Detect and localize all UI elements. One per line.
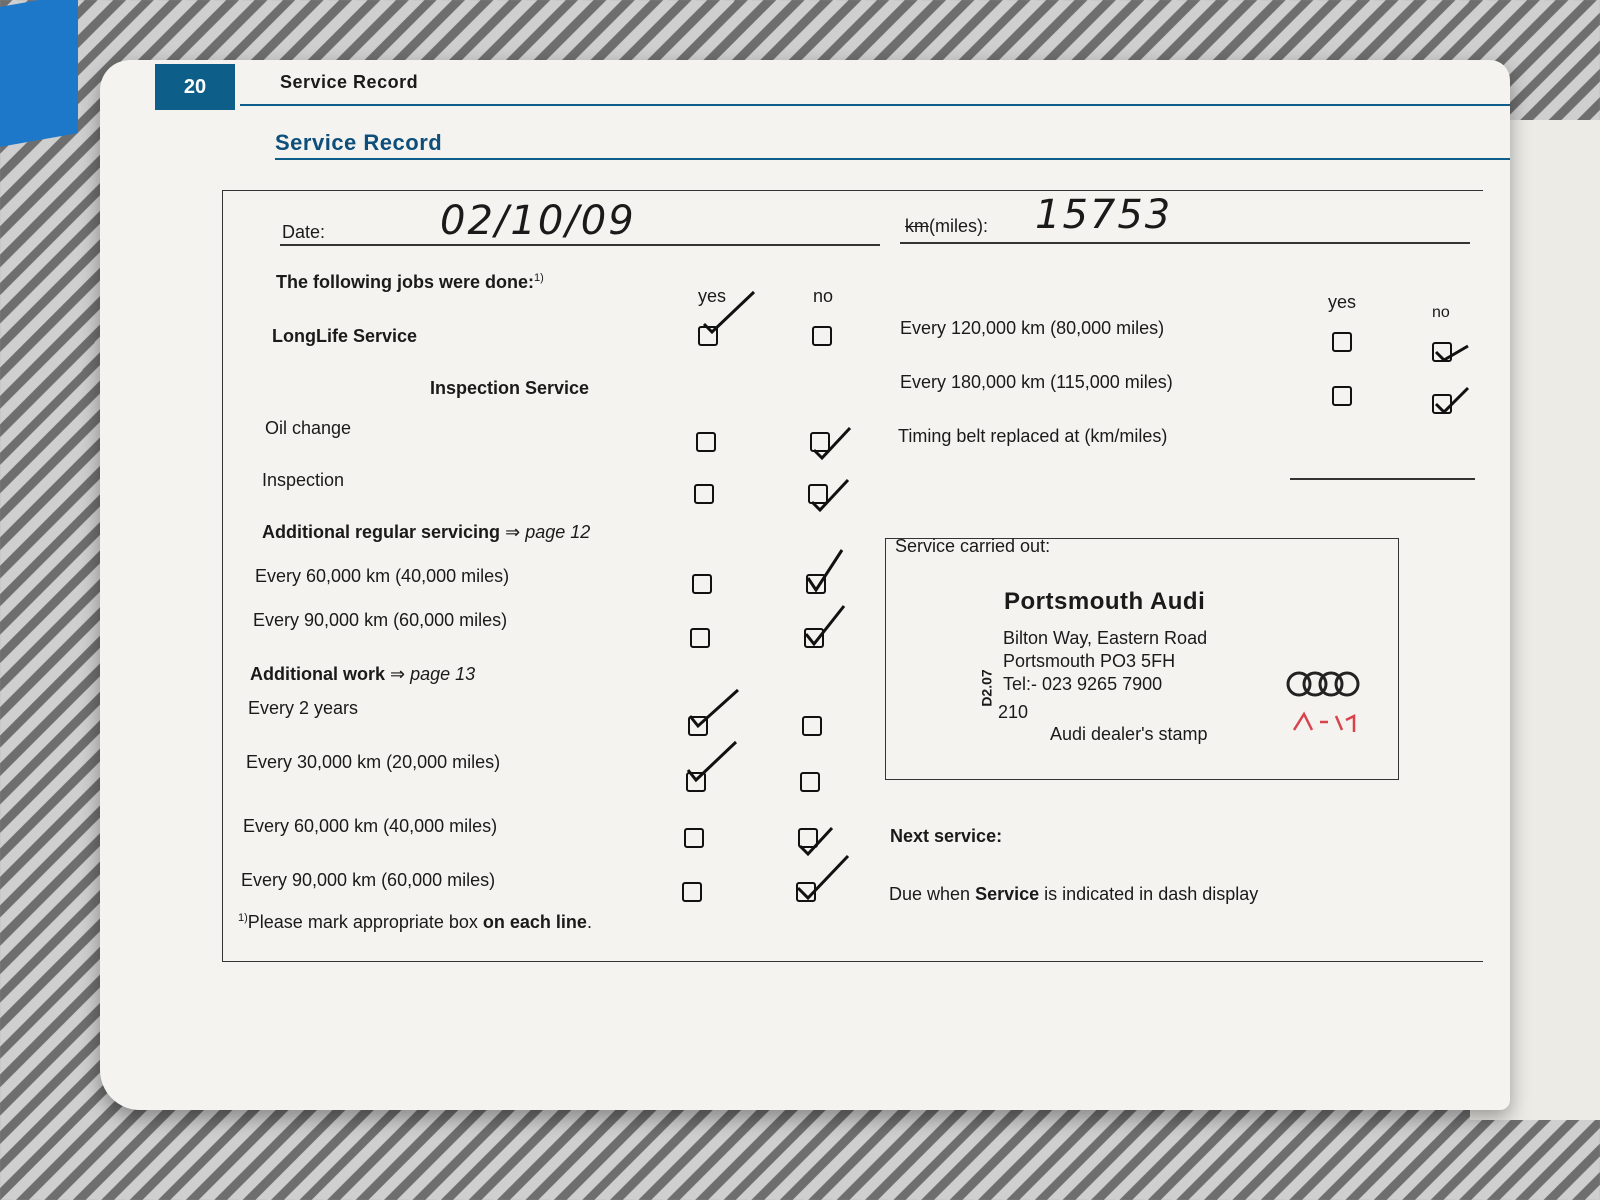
r120-label: Every 120,000 km (80,000 miles) (900, 318, 1165, 338)
work-30k-no-checkbox[interactable] (800, 772, 820, 792)
r180-label: Every 180,000 km (115,000 miles) (900, 372, 1173, 392)
section-title: Service Record (275, 130, 443, 155)
page-ref-link[interactable]: page 13 (410, 664, 476, 684)
r120-yes-checkbox[interactable] (1332, 332, 1352, 352)
jobs-heading (276, 272, 544, 293)
date-underline (280, 244, 880, 246)
longlife-label: LongLife Service (272, 326, 418, 346)
right-col-yes-label: yes (1328, 292, 1357, 312)
work-60k-yes-checkbox[interactable] (684, 828, 704, 848)
footnote-bold: on each line (482, 912, 587, 932)
additional-work-heading (250, 664, 475, 685)
reg-60k-yes-checkbox[interactable] (692, 574, 712, 594)
work-60k-no-checkbox[interactable] (798, 828, 818, 848)
date-value[interactable]: 02/10/09 (440, 198, 636, 244)
reg-90k-no-checkbox[interactable] (804, 628, 824, 648)
footnote (238, 912, 592, 933)
next-service-text-1: Due when (889, 884, 976, 904)
arrow-icon: ⇒ (390, 664, 406, 684)
booklet-page (100, 60, 1510, 1110)
page-number: 20 (155, 64, 235, 110)
work-30k-label: Every 30,000 km (20,000 miles) (246, 752, 501, 772)
work-2y-no-checkbox[interactable] (802, 716, 822, 736)
binder-edge (0, 0, 78, 147)
r120-no-checkbox[interactable] (1432, 342, 1452, 362)
section-rule (275, 158, 1510, 160)
mileage-underline (900, 242, 1470, 244)
header-rule (240, 104, 1510, 106)
timing-belt-line (1290, 478, 1475, 480)
r180-no-checkbox[interactable] (1432, 394, 1452, 414)
mileage-label (905, 216, 988, 237)
stamp-caption: Audi dealer's stamp (1050, 724, 1208, 744)
timing-belt-label: Timing belt replaced at (km/miles) (898, 426, 1168, 446)
work-2y-yes-checkbox[interactable] (688, 716, 708, 736)
additional-work-label: Additional work (250, 664, 385, 684)
next-service-label: Next service: (890, 826, 1003, 846)
reg-90k-yes-checkbox[interactable] (690, 628, 710, 648)
km-struck: km (905, 216, 929, 236)
work-90k-label: Every 90,000 km (60,000 miles) (241, 870, 496, 890)
longlife-no-checkbox[interactable] (812, 326, 832, 346)
miles-label: (miles): (929, 216, 988, 236)
oil-change-no-checkbox[interactable] (810, 432, 830, 452)
audi-rings-logo (1285, 670, 1361, 698)
mileage-value[interactable]: 15753 (1035, 192, 1173, 238)
additional-regular-heading (262, 522, 590, 543)
col-no-label: no (813, 286, 834, 306)
additional-regular-label: Additional regular servicing (262, 522, 501, 542)
reg-90k-label: Every 90,000 km (60,000 miles) (253, 610, 508, 630)
work-60k-label: Every 60,000 km (40,000 miles) (243, 816, 498, 836)
stamp-code: 210 (998, 702, 1029, 722)
inspection-yes-checkbox[interactable] (694, 484, 714, 504)
footnote-mark: 1) (534, 272, 544, 284)
footnote-text: Please mark appropriate box (247, 912, 483, 932)
next-service-bold: Service (975, 884, 1040, 904)
red-initials-signature (1290, 710, 1360, 736)
arrow-icon: ⇒ (505, 522, 521, 542)
reg-60k-no-checkbox[interactable] (806, 574, 826, 594)
right-col-no-label: no (1432, 304, 1450, 321)
oil-change-yes-checkbox[interactable] (696, 432, 716, 452)
stamp-code-vertical: D2.07 (978, 669, 995, 707)
inspection-label: Inspection (262, 470, 345, 490)
footnote-end: . (586, 912, 592, 932)
running-header: Service Record (280, 72, 419, 92)
oil-change-label: Oil change (265, 418, 352, 438)
next-service-text (889, 884, 1258, 905)
page-ref-link[interactable]: page 12 (525, 522, 591, 542)
work-30k-yes-checkbox[interactable] (686, 772, 706, 792)
col-yes-label: yes (698, 286, 727, 306)
date-label: Date: (282, 222, 326, 242)
dealer-address-2: Portsmouth PO3 5FH (1003, 651, 1176, 671)
work-90k-no-checkbox[interactable] (796, 882, 816, 902)
next-service-text-2: is indicated in dash display (1039, 884, 1259, 904)
dealer-tel: Tel:- 023 9265 7900 (1003, 674, 1163, 694)
work-2y-label: Every 2 years (248, 698, 359, 718)
dealer-name: Portsmouth Audi (1004, 588, 1206, 615)
jobs-heading-text: The following jobs were done: (276, 272, 535, 292)
longlife-yes-checkbox[interactable] (698, 326, 718, 346)
stamp-heading: Service carried out: (895, 536, 1051, 556)
inspection-service-label: Inspection Service (430, 378, 590, 398)
inspection-no-checkbox[interactable] (808, 484, 828, 504)
work-90k-yes-checkbox[interactable] (682, 882, 702, 902)
footnote-mark: 1) (238, 912, 248, 924)
r180-yes-checkbox[interactable] (1332, 386, 1352, 406)
dealer-address-1: Bilton Way, Eastern Road (1003, 628, 1208, 648)
reg-60k-label: Every 60,000 km (40,000 miles) (255, 566, 510, 586)
